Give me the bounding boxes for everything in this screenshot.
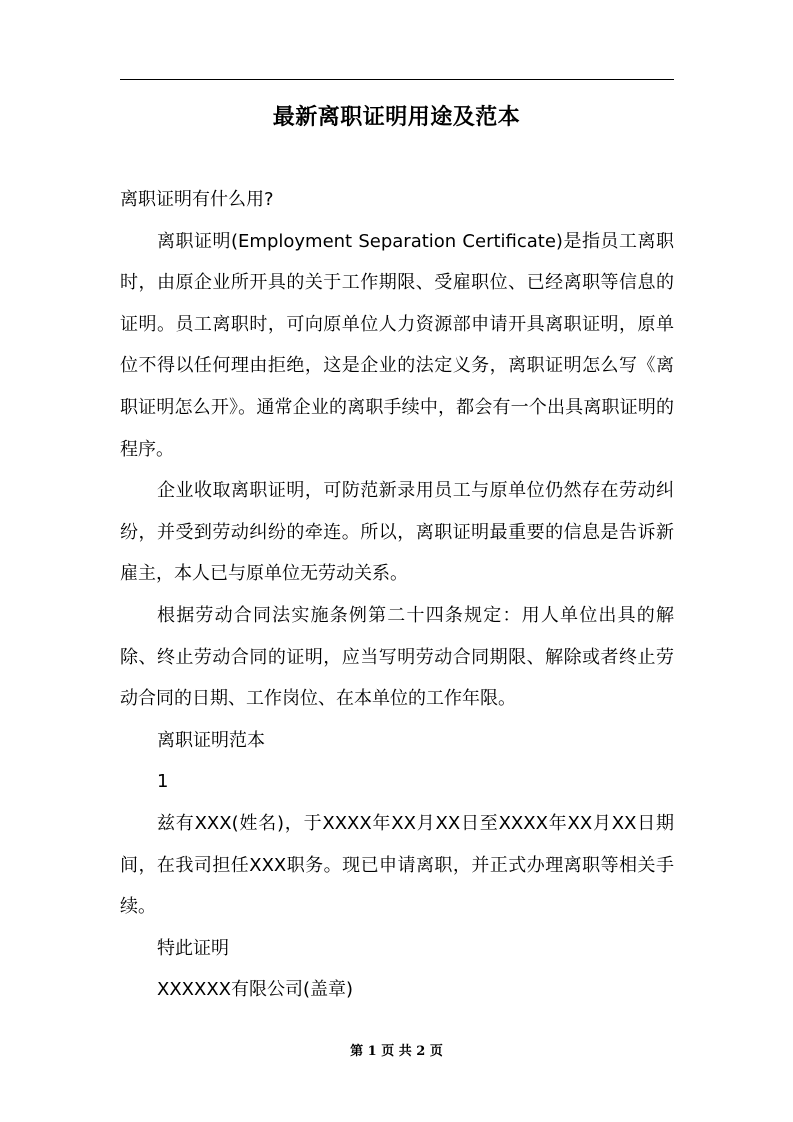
question-heading: 离职证明有什么用? (120, 189, 274, 210)
paragraph-legal-basis: 根据劳动合同法实施条例第二十四条规定：用人单位出具的解除、终止劳动合同的证明，应当写明劳动合同期限、解除或者终止劳动合同的日期、工作岗位、在本单位的工作年限。 (120, 604, 674, 710)
paragraph-definition: 离职证明(Employment Separation Certificate)是指员工离职时，由原企业所开具的关于工作期限、受雇职位、已经离职等信息的证明。员工离职时，可向原单位人力资源部申请开具离职证明，原单位不得以任何理由拒绝，这是企业的法定义务，离职证明怎么写《离职证明怎么开》。通常企业的离职手续中，都会有一个出具离职证明的程序。 (120, 230, 674, 460)
template-certify: 特此证明 (157, 937, 229, 959)
template-heading: 离职证明范本 (157, 729, 265, 751)
template-company-seal: XXXXXX有限公司(盖章) (157, 979, 354, 1001)
document-title: 最新离职证明用途及范本 (272, 105, 521, 130)
header-rule (120, 79, 674, 80)
template-number: 1 (157, 771, 169, 793)
paragraph-purpose: 企业收取离职证明，可防范新录用员工与原单位仍然存在劳动纠纷，并受到劳动纠纷的牵连。所以，离职证明最重要的信息是告诉新雇主，本人已与原单位无劳动关系。 (120, 480, 674, 585)
page-number: 第 1 页 共 2 页 (350, 1044, 443, 1059)
template-body: 兹有XXX(姓名)，于XXXX年XX月XX日至XXXX年XX月XX日期间，在我司担任XXX职务。现已申请离职，并正式办理离职等相关手续。 (120, 812, 674, 918)
document-body (120, 179, 674, 1011)
